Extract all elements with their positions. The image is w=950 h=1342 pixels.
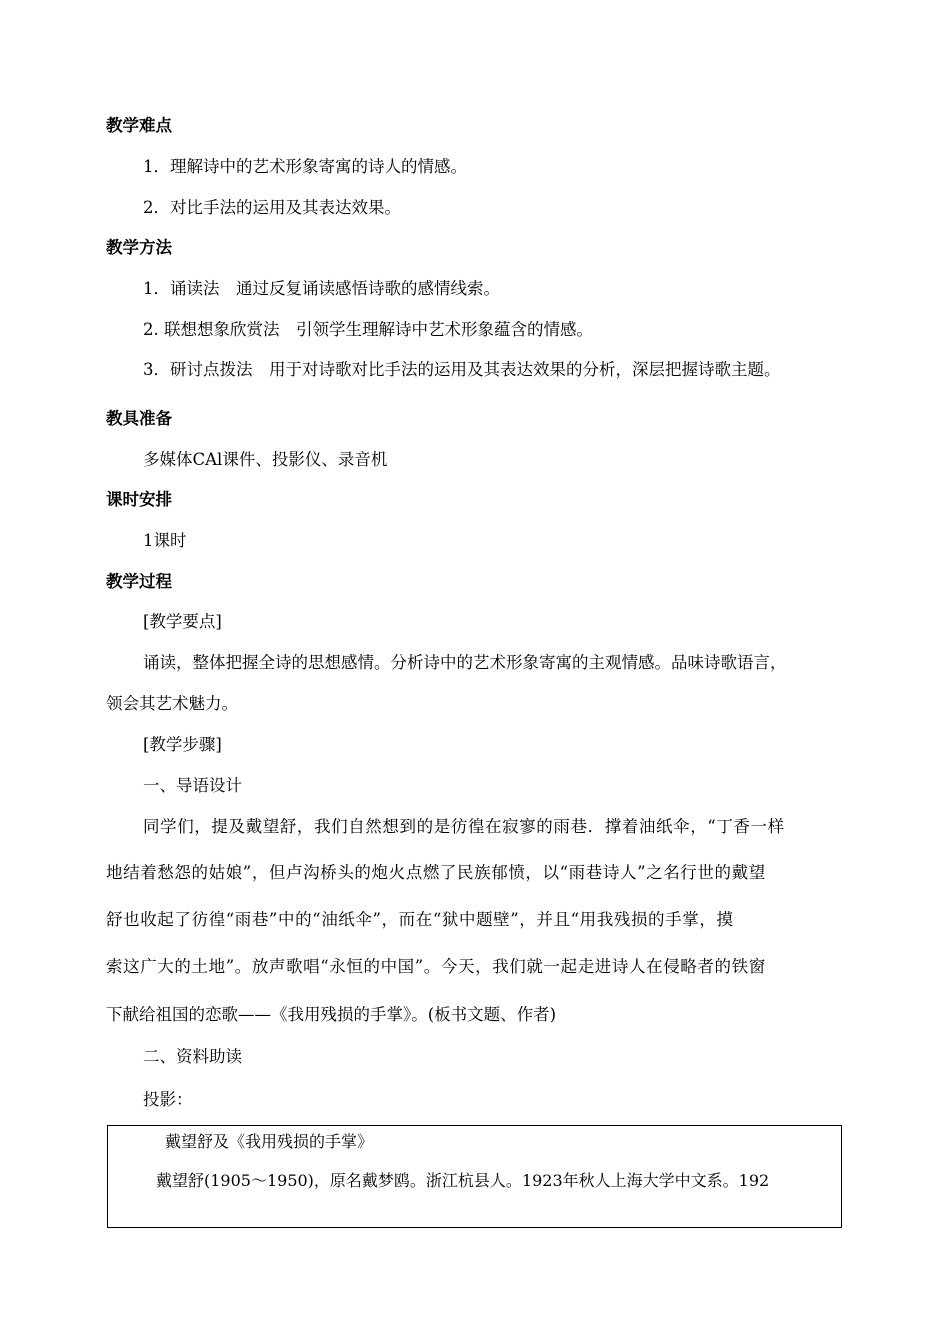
box-title: 戴望舒及《我用残损的手掌》: [165, 1132, 374, 1151]
tools-text: 多媒体CAl课件、投影仪、录音机: [143, 450, 388, 469]
projection-label: 投影：: [143, 1090, 193, 1109]
heading-schedule: 课时安排: [106, 490, 172, 509]
intro-line-2: 地结着愁怨的姑娘”，但卢沟桥头的炮火点燃了民族郁愤，以“雨巷诗人”之名行世的戴望: [106, 863, 766, 882]
key-points-line-1: 诵读，整体把握全诗的思想感情。分析诗中的艺术形象寄寓的主观情感。品味诗歌语言，: [143, 653, 787, 672]
heading-method: 教学方法: [106, 238, 172, 257]
key-points-label: [教学要点]: [143, 612, 222, 631]
schedule-text: 1课时: [143, 531, 187, 550]
steps-label: [教学步骤]: [143, 735, 222, 754]
step1-title: 一、导语设计: [143, 776, 242, 795]
intro-line-3: 舒也收起了彷徨“雨巷”中的“油纸伞”，而在“狱中题壁”，并且“用我残损的手掌，摸: [106, 910, 734, 929]
heading-tools: 教具准备: [106, 409, 172, 428]
difficulty-item-1: 1．理解诗中的艺术形象寄寓的诗人的情感。: [143, 157, 467, 176]
heading-process: 教学过程: [106, 572, 172, 591]
intro-line-5: 下献给祖国的恋歌——《我用残损的手掌》。(板书文题、作者): [106, 1005, 557, 1024]
intro-line-4: 索这广大的土地”。放声歌唱“永恒的中国”。今天，我们就一起走进诗人在侵略者的铁窗: [106, 957, 766, 976]
difficulty-item-2: 2．对比手法的运用及其表达效果。: [143, 198, 401, 217]
intro-line-1: 同学们，提及戴望舒，我们自然想到的是彷徨在寂寥的雨巷．撑着油纸伞，“丁香一样: [143, 817, 785, 836]
heading-difficulty: 教学难点: [106, 116, 172, 135]
key-points-line-2: 领会其艺术魅力。: [106, 694, 238, 713]
method-item-2: 2. 联想想象欣赏法 引领学生理解诗中艺术形象蕴含的情感。: [143, 320, 593, 339]
method-item-1: 1．诵读法 通过反复诵读感悟诗歌的感情线索。: [143, 279, 500, 298]
box-text: 戴望舒(1905～1950)，原名戴梦鸥。浙江杭县人。1923年秋人上海大学中文系。192: [156, 1171, 770, 1190]
projection-box: [107, 1125, 842, 1228]
method-item-3: 3．研讨点拨法 用于对诗歌对比手法的运用及其表达效果的分析，深层把握诗歌主题。: [143, 360, 781, 379]
step2-title: 二、资料助读: [143, 1047, 242, 1066]
